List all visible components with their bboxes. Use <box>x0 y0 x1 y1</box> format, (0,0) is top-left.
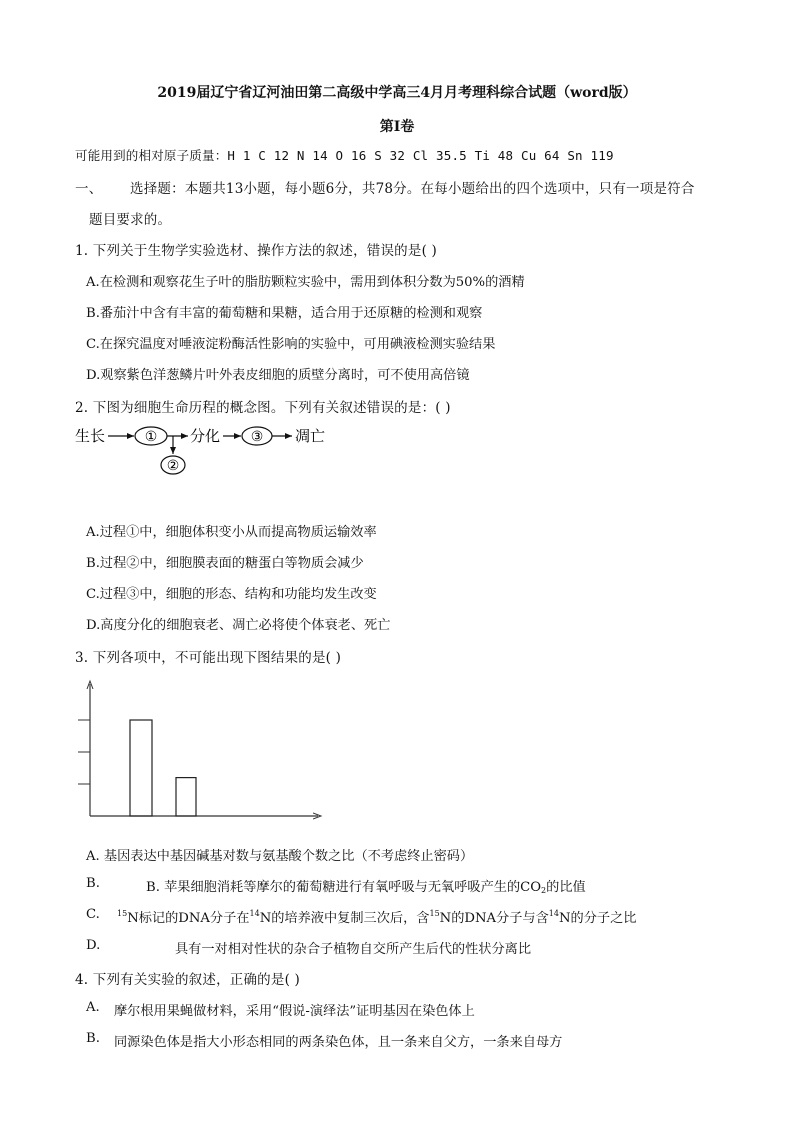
section-instruction-line2: 题目要求的。 <box>89 212 172 228</box>
q1-option-c: C.在探究温度对唾液淀粉酶活性影响的实验中，可用碘液检测实验结果 <box>86 337 496 352</box>
q4-option-b-letter: B. <box>86 1031 100 1046</box>
q3-option-b-text <box>146 876 586 895</box>
q3-option-c-text <box>117 907 636 926</box>
q4-option-b-text: 同源染色体是指大小形态相同的两条染色体，且一条来自父方，一条来自母方 <box>114 1035 563 1050</box>
q3-option-b-tail: 的比值 <box>546 880 586 895</box>
q1-option-b: B.番茄汁中含有丰富的葡萄糖和果糖，适合用于还原糖的检测和观察 <box>86 306 483 321</box>
diagram-node1: ① <box>144 429 158 445</box>
q3-option-d-text: 具有一对相对性状的杂合子植物自交所产生后代的性状分离比 <box>175 942 532 957</box>
q3-option-a: A. 基因表达中基因碱基对数与氨基酸个数之比（不考虑终止密码） <box>86 849 474 864</box>
q3-option-b-main: B. 苹果细胞消耗等摩尔的葡萄糖进行有氧呼吸与无氧呼吸产生的CO <box>146 880 542 895</box>
section-instruction-line1: 选择题：本题共13小题，每小题6分，共78分。在每小题给出的四个选项中，只有一项是符合 <box>130 181 695 197</box>
life-process-diagram <box>70 420 360 482</box>
q3-c-part1: N标记的DNA分子在 <box>127 911 250 926</box>
q3-option-c-letter: C. <box>86 907 100 922</box>
q4-option-a-letter: A. <box>86 1000 100 1015</box>
diagram-label-apoptosis: 凋亡 <box>295 427 326 445</box>
q4-option-a-text: 摩尔根用果蝇做材料，采用“假说-演绎法”证明基因在染色体上 <box>114 1004 475 1019</box>
q3-option-b-letter: B. <box>86 876 100 891</box>
atomic-mass-line: 可能用到的相对原子质量：H 1 C 12 N 14 O 16 S 32 Cl 35.5 Ti 48 Cu 64 Sn 119 <box>75 148 614 163</box>
section-number: 一、 <box>75 181 103 197</box>
isotope-14-b: 14 <box>548 909 559 918</box>
bar-chart <box>70 676 330 826</box>
diagram-node3: ③ <box>250 429 264 445</box>
q3-option-b-subscript: 2 <box>541 886 547 895</box>
isotope-14-a: 14 <box>249 909 260 918</box>
q1-option-d: D.观察紫色洋葱鳞片叶外表皮细胞的质壁分离时，可不使用高倍镜 <box>86 368 470 383</box>
bar-2 <box>176 778 196 816</box>
bar-1 <box>130 720 152 816</box>
diagram-label-differentiation: 分化 <box>190 427 221 445</box>
q2-option-b: B.过程②中，细胞膜表面的糖蛋白等物质会减少 <box>86 556 364 571</box>
volume-heading: 第Ⅰ卷 <box>379 119 415 135</box>
diagram-node2: ② <box>166 458 180 474</box>
exam-title: 2019届辽宁省辽河油田第二高级中学高三4月月考理科综合试题（word版） <box>157 85 637 101</box>
q1-stem: 1. 下列关于生物学实验选材、操作方法的叙述，错误的是( ) <box>75 243 437 259</box>
diagram-label-growth: 生长 <box>75 427 106 445</box>
q4-stem: 4. 下列有关实验的叙述，正确的是( ) <box>75 972 300 988</box>
q2-option-a: A.过程①中，细胞体积变小从而提高物质运输效率 <box>86 525 377 540</box>
q3-stem: 3. 下列各项中，不可能出现下图结果的是( ) <box>75 650 342 666</box>
q3-option-d-letter: D. <box>86 938 101 953</box>
q1-option-a: A.在检测和观察花生子叶的脂肪颗粒实验中，需用到体积分数为50%的酒精 <box>86 275 525 290</box>
isotope-15-b: 15 <box>429 909 440 918</box>
q3-c-part3: N的DNA分子与含 <box>439 911 549 926</box>
isotope-15-a: 15 <box>117 909 128 918</box>
q3-c-part2: N的培养液中复制三次后，含 <box>259 911 430 926</box>
q2-stem: 2. 下图为细胞生命历程的概念图。下列有关叙述错误的是：( ) <box>75 400 451 416</box>
q2-option-c: C.过程③中，细胞的形态、结构和功能均发生改变 <box>86 587 377 602</box>
q2-option-d: D.高度分化的细胞衰老、凋亡必将使个体衰老、死亡 <box>86 618 391 633</box>
q3-c-part4: N的分子之比 <box>558 911 637 926</box>
